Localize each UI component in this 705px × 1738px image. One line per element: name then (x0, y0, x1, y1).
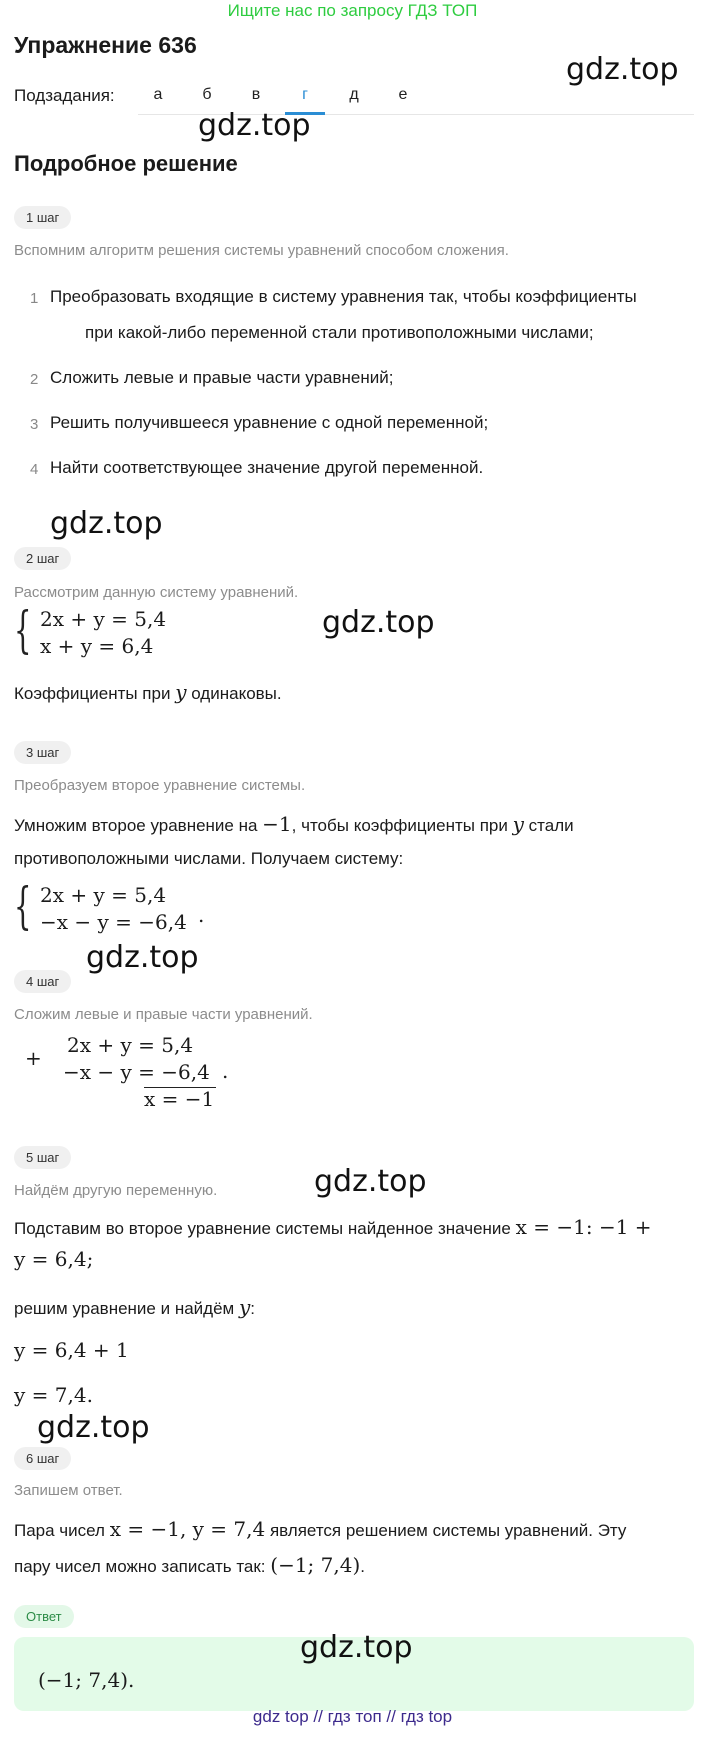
list-item: Преобразовать входящие в систему уравнения так, чтобы коэффициенты (50, 287, 637, 306)
equation: y = 6,4 + 1 (14, 1338, 129, 1362)
equation: y = 6,4; (14, 1247, 94, 1271)
answer-value: (−1; 7,4). (38, 1668, 135, 1692)
step-description: Сложим левые и правые части уравнений. (14, 1006, 313, 1023)
list-number: 3 (30, 416, 39, 433)
step-text: Коэффициенты при y одинаковы. (14, 680, 282, 704)
step-text: Умножим второе уравнение на −1, чтобы коэффициенты при y стали (14, 812, 574, 836)
equation: x + y = 6,4 (40, 634, 154, 658)
tab-b[interactable]: б (202, 86, 212, 103)
watermark: gdz.top (37, 1410, 150, 1445)
list-item: Сложить левые и правые части уравнений; (50, 368, 394, 387)
list-item-continuation: при какой-либо переменной стали противоположными числами; (85, 323, 594, 342)
list-item: Найти соответствующее значение другой переменной. (50, 458, 484, 477)
step-badge: 4 шаг (14, 970, 71, 993)
step-badge: 6 шаг (14, 1447, 71, 1470)
watermark: gdz.top (300, 1630, 413, 1665)
plus-sign: + (25, 1046, 42, 1070)
tab-g[interactable]: г (302, 86, 308, 103)
system-brace: { (14, 601, 32, 659)
step-text: Подставим во второе уравнение системы найденное значение x = −1: −1 + (14, 1215, 652, 1239)
list-number: 2 (30, 371, 39, 388)
step-badge: 2 шаг (14, 547, 71, 570)
watermark: gdz.top (322, 605, 435, 640)
subtasks-label: Подзадания: (14, 86, 115, 105)
tab-v[interactable]: в (251, 86, 261, 103)
step-description: Запишем ответ. (14, 1482, 123, 1499)
equation: −x − y = −6,4 (40, 910, 187, 934)
equation-result: x = −1 (144, 1087, 215, 1111)
page-title: Упражнение 636 (14, 32, 197, 58)
step-description: Найдём другую переменную. (14, 1182, 218, 1199)
step-badge: 1 шаг (14, 206, 71, 229)
tab-d[interactable]: д (349, 86, 359, 103)
punctuation: . (198, 903, 205, 927)
tab-e[interactable]: е (398, 86, 408, 103)
list-number: 1 (30, 290, 39, 307)
watermark: gdz.top (50, 506, 163, 541)
step-text: Пара чисел x = −1, y = 7,4 является решением системы уравнений. Эту (14, 1517, 627, 1541)
step-text: пару чисел можно записать так: (−1; 7,4). (14, 1553, 365, 1577)
equation: 2x + y = 5,4 (40, 607, 167, 631)
list-number: 4 (30, 461, 39, 478)
step-description: Преобразуем второе уравнение системы. (14, 777, 306, 794)
equation: 2x + y = 5,4 (67, 1033, 194, 1057)
system-brace: { (14, 877, 32, 935)
watermark: gdz.top (314, 1164, 427, 1199)
equation: y = 7,4. (14, 1383, 93, 1407)
watermark: gdz.top (198, 108, 311, 143)
promo-banner: Ищите нас по запросу ГДЗ ТОП (227, 1, 478, 20)
step-badge: 3 шаг (14, 741, 71, 764)
list-item: Решить получившееся уравнение с одной переменной; (50, 413, 489, 432)
watermark: gdz.top (86, 940, 199, 975)
watermark: gdz.top (566, 52, 679, 87)
section-title: Подробное решение (14, 151, 238, 176)
equation: −x − y = −6,4 (63, 1060, 210, 1084)
step-description: Вспомним алгоритм решения системы уравнений способом сложения. (14, 242, 509, 259)
step-badge: 5 шаг (14, 1146, 71, 1169)
step-text: решим уравнение и найдём y: (14, 1295, 255, 1319)
tab-a[interactable]: а (153, 86, 163, 103)
equation: 2x + y = 5,4 (40, 883, 167, 907)
step-text: противоположными числами. Получаем систему: (14, 849, 404, 868)
punctuation: . (222, 1059, 229, 1083)
step-description: Рассмотрим данную систему уравнений. (14, 584, 299, 601)
answer-badge: Ответ (14, 1605, 74, 1628)
footer-links[interactable]: gdz top // гдз топ // гдз top (252, 1707, 453, 1726)
